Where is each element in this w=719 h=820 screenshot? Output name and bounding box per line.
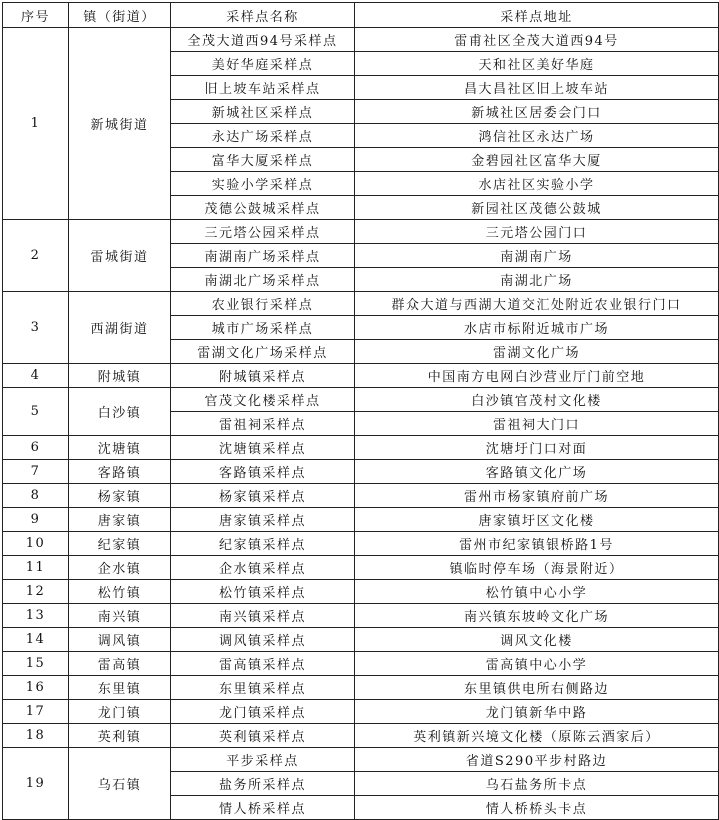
site-name: 东里镇采样点 — [171, 676, 355, 700]
row-number: 4 — [3, 364, 69, 388]
header-row — [3, 3, 719, 28]
site-name: 茂德公鼓城采样点 — [171, 196, 355, 220]
site-name: 纪家镇采样点 — [171, 532, 355, 556]
table-row — [3, 220, 719, 244]
site-name: 沈塘镇采样点 — [171, 436, 355, 460]
table-row — [3, 652, 719, 676]
town-name: 附城镇 — [69, 364, 171, 388]
table-row — [3, 508, 719, 532]
site-address: 调风文化楼 — [355, 628, 719, 652]
site-address: 雷州市杨家镇府前广场 — [355, 484, 719, 508]
header-site-name: 采样点名称 — [171, 3, 355, 28]
site-address: 天和社区美好华庭 — [355, 52, 719, 76]
site-address: 镇临时停车场（海景附近） — [355, 556, 719, 580]
row-number: 1 — [3, 28, 69, 220]
site-name: 平步采样点 — [171, 748, 355, 772]
site-address: 雷湖文化广场 — [355, 340, 719, 364]
site-address: 金碧园社区富华大厦 — [355, 148, 719, 172]
row-number: 3 — [3, 292, 69, 364]
site-name: 全茂大道西94号采样点 — [171, 28, 355, 52]
header-site-address: 采样点地址 — [355, 3, 719, 28]
row-number: 8 — [3, 484, 69, 508]
site-address: 三元塔公园门口 — [355, 220, 719, 244]
site-address: 东里镇供电所右侧路边 — [355, 676, 719, 700]
site-address: 白沙镇官茂村文化楼 — [355, 388, 719, 412]
site-name: 雷高镇采样点 — [171, 652, 355, 676]
site-name: 雷祖祠采样点 — [171, 412, 355, 436]
table-row — [3, 388, 719, 412]
town-name: 调风镇 — [69, 628, 171, 652]
site-name: 南湖南广场采样点 — [171, 244, 355, 268]
town-name: 英利镇 — [69, 724, 171, 748]
town-name: 白沙镇 — [69, 388, 171, 436]
table-row — [3, 700, 719, 724]
site-address: 唐家镇圩区文化楼 — [355, 508, 719, 532]
site-address: 新园社区茂德公鼓城 — [355, 196, 719, 220]
table-row — [3, 748, 719, 772]
row-number: 10 — [3, 532, 69, 556]
town-name: 纪家镇 — [69, 532, 171, 556]
row-number: 16 — [3, 676, 69, 700]
row-number: 17 — [3, 700, 69, 724]
table-row — [3, 436, 719, 460]
site-address: 雷高镇中心小学 — [355, 652, 719, 676]
table-row — [3, 28, 719, 52]
site-address: 水店市标附近城市广场 — [355, 316, 719, 340]
town-name: 杨家镇 — [69, 484, 171, 508]
town-name: 龙门镇 — [69, 700, 171, 724]
sampling-sites-table — [2, 2, 719, 820]
table-body — [3, 28, 719, 820]
site-name: 盐务所采样点 — [171, 772, 355, 796]
table-row — [3, 532, 719, 556]
site-address: 乌石盐务所卡点 — [355, 772, 719, 796]
site-address: 雷甫社区全茂大道西94号 — [355, 28, 719, 52]
site-address: 鸿信社区永达广场 — [355, 124, 719, 148]
site-address: 雷州市纪家镇银桥路1号 — [355, 532, 719, 556]
header-no: 序号 — [3, 3, 69, 28]
table-row — [3, 364, 719, 388]
row-number: 9 — [3, 508, 69, 532]
site-name: 附城镇采样点 — [171, 364, 355, 388]
site-name: 城市广场采样点 — [171, 316, 355, 340]
site-address: 龙门镇新华中路 — [355, 700, 719, 724]
town-name: 企水镇 — [69, 556, 171, 580]
town-name: 雷城街道 — [69, 220, 171, 292]
site-address: 群众大道与西湖大道交汇处附近农业银行门口 — [355, 292, 719, 316]
town-name: 客路镇 — [69, 460, 171, 484]
site-address: 省道S290平步村路边 — [355, 748, 719, 772]
site-name: 调风镇采样点 — [171, 628, 355, 652]
site-address: 客路镇文化广场 — [355, 460, 719, 484]
row-number: 13 — [3, 604, 69, 628]
town-name: 沈塘镇 — [69, 436, 171, 460]
site-name: 松竹镇采样点 — [171, 580, 355, 604]
row-number: 7 — [3, 460, 69, 484]
table-row — [3, 484, 719, 508]
site-name: 雷湖文化广场采样点 — [171, 340, 355, 364]
site-name: 美好华庭采样点 — [171, 52, 355, 76]
site-name: 实验小学采样点 — [171, 172, 355, 196]
site-address: 新城社区居委会门口 — [355, 100, 719, 124]
site-name: 龙门镇采样点 — [171, 700, 355, 724]
site-address: 南兴镇东坡岭文化广场 — [355, 604, 719, 628]
site-name: 企水镇采样点 — [171, 556, 355, 580]
site-address: 水店社区实验小学 — [355, 172, 719, 196]
town-name: 唐家镇 — [69, 508, 171, 532]
town-name: 南兴镇 — [69, 604, 171, 628]
site-address: 昌大昌社区旧上坡车站 — [355, 76, 719, 100]
site-address: 松竹镇中心小学 — [355, 580, 719, 604]
table-row — [3, 628, 719, 652]
row-number: 5 — [3, 388, 69, 436]
site-name: 南兴镇采样点 — [171, 604, 355, 628]
row-number: 18 — [3, 724, 69, 748]
table-row — [3, 460, 719, 484]
site-name: 农业银行采样点 — [171, 292, 355, 316]
site-name: 英利镇采样点 — [171, 724, 355, 748]
town-name: 雷高镇 — [69, 652, 171, 676]
town-name: 松竹镇 — [69, 580, 171, 604]
site-address: 南湖南广场 — [355, 244, 719, 268]
table-row — [3, 556, 719, 580]
table-row — [3, 604, 719, 628]
site-name: 唐家镇采样点 — [171, 508, 355, 532]
site-address: 英利镇新兴境文化楼（原陈云酒家后） — [355, 724, 719, 748]
site-address: 中国南方电网白沙营业厅门前空地 — [355, 364, 719, 388]
table-row — [3, 292, 719, 316]
town-name: 西湖街道 — [69, 292, 171, 364]
row-number: 12 — [3, 580, 69, 604]
table-row — [3, 580, 719, 604]
site-name: 旧上坡车站采样点 — [171, 76, 355, 100]
site-name: 三元塔公园采样点 — [171, 220, 355, 244]
site-name: 永达广场采样点 — [171, 124, 355, 148]
site-address: 南湖北广场 — [355, 268, 719, 292]
row-number: 15 — [3, 652, 69, 676]
site-address: 雷祖祠大门口 — [355, 412, 719, 436]
row-number: 19 — [3, 748, 69, 820]
site-address: 沈塘圩门口对面 — [355, 436, 719, 460]
table-row — [3, 724, 719, 748]
site-name: 杨家镇采样点 — [171, 484, 355, 508]
row-number: 2 — [3, 220, 69, 292]
site-address: 情人桥桥头卡点 — [355, 796, 719, 820]
town-name: 新城街道 — [69, 28, 171, 220]
town-name: 乌石镇 — [69, 748, 171, 820]
row-number: 14 — [3, 628, 69, 652]
site-name: 新城社区采样点 — [171, 100, 355, 124]
site-name: 情人桥采样点 — [171, 796, 355, 820]
site-name: 南湖北广场采样点 — [171, 268, 355, 292]
site-name: 客路镇采样点 — [171, 460, 355, 484]
table-row — [3, 676, 719, 700]
header-town: 镇（街道） — [69, 3, 171, 28]
row-number: 11 — [3, 556, 69, 580]
site-name: 官茂文化楼采样点 — [171, 388, 355, 412]
row-number: 6 — [3, 436, 69, 460]
site-name: 富华大厦采样点 — [171, 148, 355, 172]
town-name: 东里镇 — [69, 676, 171, 700]
